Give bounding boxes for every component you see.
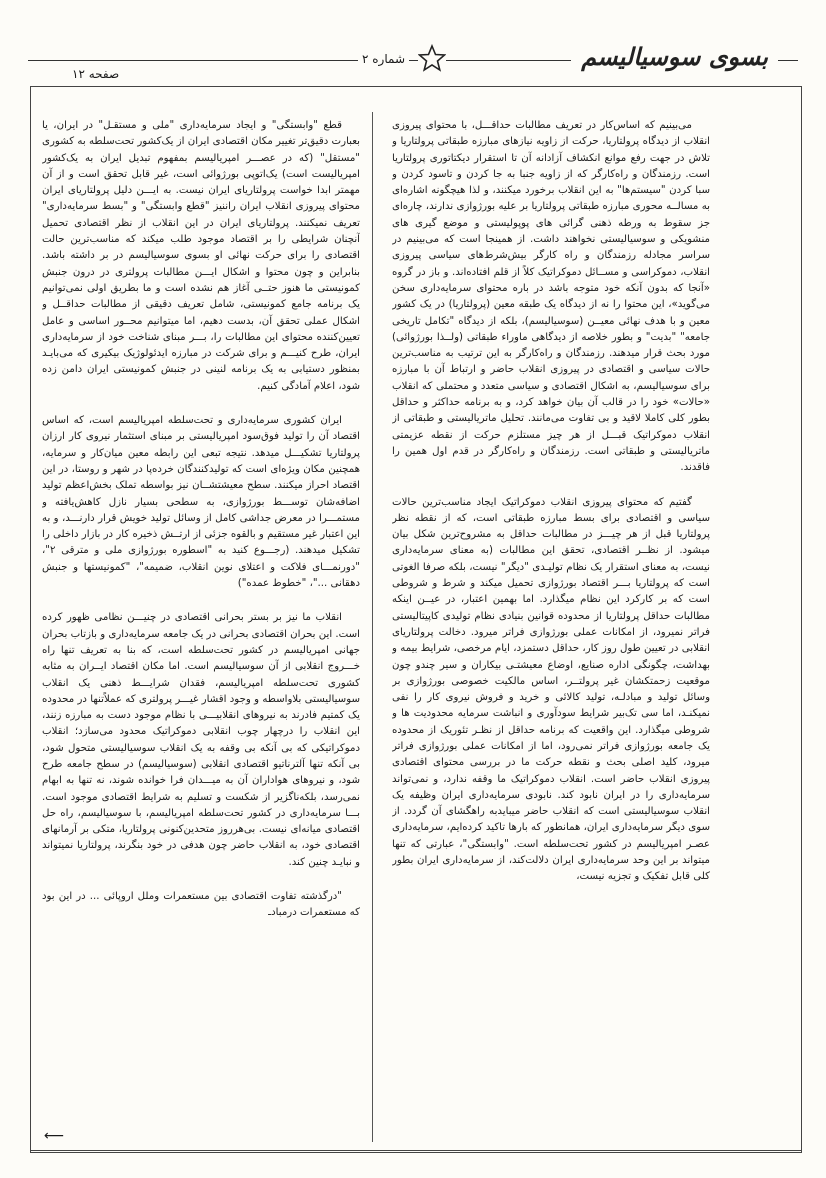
paragraph: "درگذشته تفاوت اقتصادی بین مستعمرات وملل اروپائی ... در این بود که مستعمرات درمبادـ	[42, 891, 360, 919]
issue-number: شماره ۲	[358, 52, 409, 66]
right-column	[392, 118, 710, 1118]
paragraph: قطع "وابستگی" و ایجاد سرمایه‌داری "ملی و مستقـل" در ایران، یا بعبارت دقیق‌تر تغییر مکان اقتصادی ایران از یک‌کشور تحت‌سلطه به کشوری "مستقل" (که در عصـــر امپریالیسم بمفهوم تبدیل ایران به یک‌کشور امپریالیست است) یک‌اتوپی بورژوائی است، غیر قابل تحقق است و از آن مهمتر ابدا خواست پرولتاریای ایران نیست. به ایـــن دلیل پرولتاریای ایران محتوای پیروزی انقلاب ایران راننیز "قطع وابستگی" و "بسط سرمایه‌داری" تعریف نمیکنند. پرولتاریای ایران در این انقلاب از نظر اقتصادی تحمیل آنچنان شرایطی را بر اقتصاد موجود طلب میکند که مناسب‌ترین حالت اقتصادی را برای حرکت نهائی او بسوی سوسیالیسم در بر داشته باشد. بنابراین و چون محتوا و اشکال ایـــن مطالبات پرولتری در درون جنبش کمونیستی ما هنوز حتــی آغاز هم نشده است و ما بطریق اولی نمی‌توانیم یک برنامه جامع کمونیستی، شامل تعریف دقیقی از مطالبات حداقــل و اشکال عملی تحقق آن، بدست دهیم، اما میتوانیم محــور اساسی و عامل تعیین‌کننده محتوای این مطالبات را، بـــر مبنای شناخت خود از سرمایه‌داری ایران، طرح کنیـــم و برای شرکت در مبارزه ایدئولوژیک بیکیری که می‌بایـد بمنظور دستیابی به یک برنامه لنینی در جنبش کمونیستی ایران دامن زده شود، اعلام آمادگی کنیم.	[42, 120, 360, 392]
paragraph: می‌بینیم که اساس‌کار در تعریف مطالبات حداقـــل، با محتوای پیروزی انقلاب از دیدگاه پرولتاریا، حرکت از زاویه نیازهای مبارزه طبقاتی پرولتاریا و تلاش در جهت رفع موانع انکشاف آزادانه آن تا استقرار دیکتاتوری پرولتاریا است. رزمندگان و راه‌کارگر که از زاویه جنبا به جا کردن و تاسود کردن و سبا کردن "سیستم‌ها" به این انقلاب برخورد میکنند، و لذا هیچگونه اشاره‌ای به مسالــه محوری مبارزه طبقاتی پرولتاریا بر علیه بورژوازی ندارند، چاره‌ای جز سقوط به ورطه ذهنی گرائی های پوپولیستی و موضع گیری های منشویکی و سوسیالیستی نخواهند داشت. از همینجا است که می‌بینیم در سراسر مجادله رزمندگان و راه کارگر بیش‌شرط‌های سیاسی پیروزی انقلاب، دموکراسی و مســائل دموکراتیک کلاً از قلم افتاده‌اند. و باز در گروه «آنجا که بدون آنکه خود متوجه باشد در باره محتوای سرمایه‌داری سخن می‌گوید»، این محتوا را نه از دیدگاه یک طبقه معین (پرولتاریا) در یک کشور معین و با هدف نهائی معیــن (سوسیالیسم)، بلکه از دیدگاه "تکامل تاریخی جامعه" "بدیت" و بطور خلاصه از دیدگاهی ماوراء طبقاتی (ولــذا بورژوائی) مورد بحث قرار میدهند. رزمندگان و راه‌کارگر به این ترتیب به مناسب‌ترین حالات سیاسی و اقتصادی در پیروزی انقلاب حاضر و ارتباط آن با مبارزه برای سوسیالیسم، به اشکال اقتصادی و سیاسی متعدد و محتملی که انقلاب «حالات» خود را در قالب آن بیان خواهد کرد، و به برنامه حداکثر و حداقل بطور کلی کاملا لاقید و بی تفاوت می‌مانند. تحلیل ماتریالیستی و طبقاتی از انقلاب دموکراتیک قبـــل از هر چیز مستلزم حرکت از نقطه عزیمتی ماتریالیستی و طبقاتی است. رزمندگان و راه‌کارگر در قدم اول همین را فاقدند.	[392, 120, 710, 474]
page-number: صفحه ۱۲	[68, 67, 123, 81]
paragraph: گفتیم که محتوای پیروزی انقلاب دموکراتیک ایجاد مناسب‌ترین حالات سیاسی و اقتصادی برای بسط مبارزه طبقاتی است، که از نقطه نظر پرولتاریا قبل از هر چیـــز در مطالبات حداقل به مشروح‌ترین شکل بیان میشود. از نظــر اقتصادی، تحقق این مطالبات (به معنای سرمایه‌داری نیست، به معنای استقرار یک نظام تولیـدی "دیگر" نیست، بلکه صرفا الغوتی است که پرولتاریا بـــر اقتصاد بورژوازی تحمیل میکند و شرط و شروطی است که بر کارکرد این نظام میگذارد. اما بهمین اعتبار، در عیــن اینکه مطالبات حداقل پرولتاریا از محدوده قوانین بنیادی نظام تولیدی کاپیتالیستی فراتر نمیرود، از امکانات عملی بورژوازی فراتر میرود. دخالت پرولتاریای انقلابی در تعیین طول روز کار، حداقل دستمزد، ایام مرخصی، شرایط بیمه و بهداشت، چگونگی اداره صنایع، اوضاع معیشتـی بیکاران و سیر چندو چون موقعیت زحمتکشان غیر پرولتــر، اساس مالکیت خصوصی بورژوازی بر وسائل تولید و مبادلـه، تولید کالائی و خرید و فروش نیروی کار را نفی نمیکنـد، اما سی تک‌بیر شرایط سودآوری و انباشت سرمایه محدودیت ها و شروطی میگذارد. این واقعیت که برنامه حداقل از نظـر تئوریک از محدوده یک جامعه بورژوازی فراتر نمی‌رود، اما از امکانات عملی بورژوازی فراتر میرود، کلید اصلی بحث و نقطه حرکت ما در بررسی محتوای اقتصادی پیروزی انقلاب حاضر است. انقلاب دموکراتیک ما وقفه ندارد، و نمی‌تواند سرمایه‌داری را در ایران نابود کند. نابودی سرمایه‌داری ایران وظیفه یک انقلاب سوسیالیستی است که انقلاب حاضر میبایدبه راهگشای آن گردد. از سوی دیگر سرمایه‌داری ایران، همانطور که بارها تاکید کرده‌ایم، سرمایه‌داری عصـر امپریالیسم در کشور تحت‌سلطه است. "وابستگی"، عبارتی که تنها میتواند بر این وحد سرمایه‌داری ایران دلالت‌کند، از سرمایه‌داری ایران بطور کلی قابل تفکیک و تجزیه نیست،	[392, 496, 710, 883]
paragraph: انقلاب ما نیز بر بستر بحرانی اقتصادی در چنیـــن نظامی ظهور کرده است. این بحران اقتصادی بحرانی در یک جامعه سرمایه‌داری و بازتاب بحران جهانی امپریالیسم در کشور تحت‌سلطه است، که بنا به تعریف تنها راه خـــروج انقلابی از آن سوسیالیسم است. اما مکان اقتصاد ایــران به مثابه کشوری تحت‌سلطه امپریالیسم، فقدان شرایـــط ذهنی یک انقلاب سوسیالیستی بلاواسطه و وجود اقشار غیـــر پرولتری که عملاًتنها در محدوده یک کمتیم فادرند به نیروهای انقلابیـــی با نظام موجود دست به مبارزه زنند، این انقلاب را درچهار چوب انقلابی دموکراتیک محدود می‌سازد؛ انقلاب دموکراتیکی که بی آنکه بی وقفه به یک انقلاب سوسیالیستی متحول شود، بی آنکه تنها آلترناتیو اقتصادی انقلابی (سوسیالیسم) در سطح جامعه طرح شود، و نیروهای هواداران آن به میـــدان فرا خوانده شوند، نه تنها به ابهام نمی‌رسد، بلکه‌ناگزیر از شکست و تسلیم به شرایط اقتصادی موجود است. بـــا سرمایه‌داری در کشور تحت‌سلطه امپریالیسم، با سوسیالیسم، راه حل اقتصادی میانه‌ای نیست. بی‌هرروز متحدین‌کنونی پرولتاریا، متکی بر آرمانهای اقتصادی خود، به انقلاب حاضر چون هدفی در خود بنگرند، پرولتاریا نمیتواند و نبایـد چنین کند.	[42, 612, 360, 868]
continue-arrow-icon: ⟵	[44, 1128, 65, 1144]
column-divider	[372, 112, 373, 1142]
masthead	[28, 40, 798, 80]
paragraph: ایران کشوری سرمایه‌داری و تحت‌سلطه امپریالیسم است، که اساس اقتصاد آن را تولید فوق‌سود امپریالیستی بر مبنای استثمار نیروی کار ارزان پرولتاریا تشکیـــل میدهد. نتیجه تبعی این رابطه معین میان‌کار و سرمایه، همچنین مکان ویژه‌ای است که تولیدکنندگان خرده‌پا در شهر و روستا، در این اقتصاد احراز میکنند. سطح معیشتشــان نیز بواسطه تملک بخش‌اعظم تولید اضافه‌شان توســـط بورژوازی، به سطحی بسیار نازل کاهش‌یافته و مستمـــرا در معرض جداشی کامل از وسائل تولید خویش قرار دارنـــد، و به این اعتبار غیر مستقیم و بالقوه جزئی از ارتــش ذخیره کار در بازار داخلی را تشکیل میدهند. (رجـــوع کنید به "اسطوره بورژوازی ملی و مترقی ۲"، "دورنمـــای فلاکت و اعتلای نوین انقلاب، ضمیمه"، "کمونیستها و جنبش دهقانی ..."، "خطوط عمده")	[42, 415, 360, 590]
footer-rule	[30, 1150, 802, 1151]
publication-logo: بسوی سوسیالیسم	[571, 42, 778, 76]
left-column	[42, 118, 360, 1118]
star-icon	[418, 44, 446, 72]
